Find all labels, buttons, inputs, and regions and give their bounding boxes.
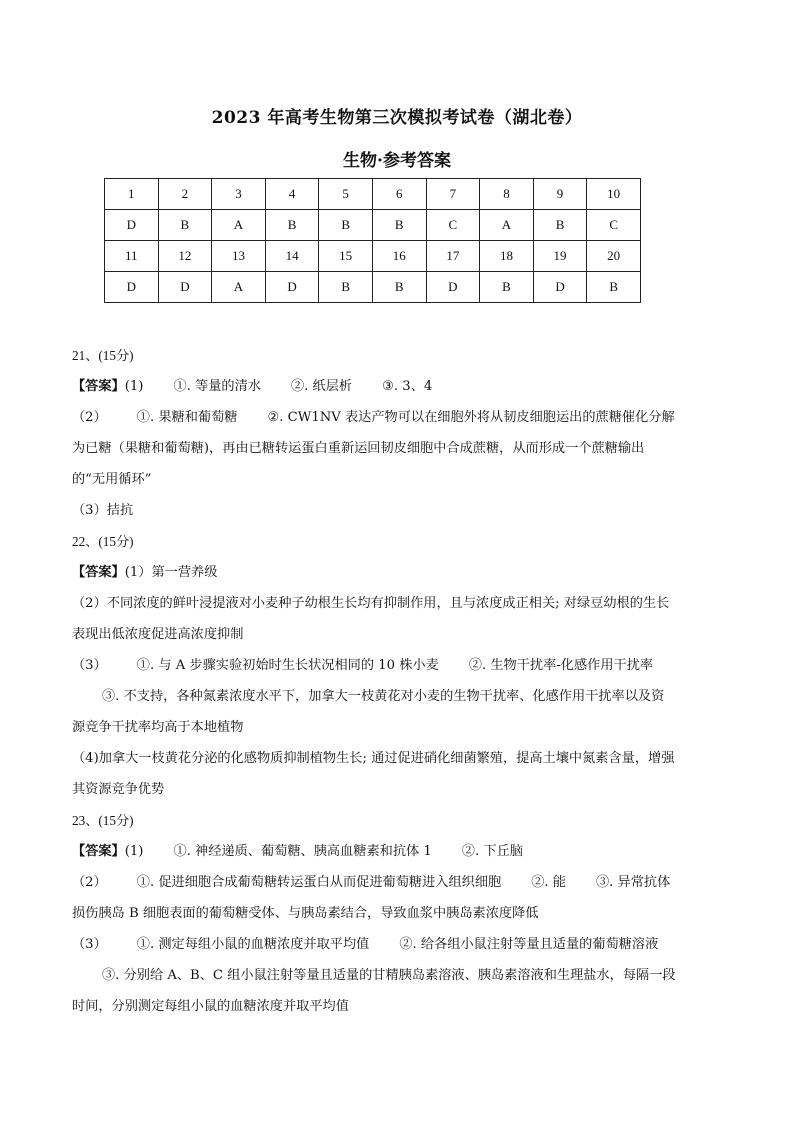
- question-21-number: 21、(15分): [72, 348, 134, 363]
- answer-cell: B: [319, 210, 373, 241]
- question-number-cell: 15: [319, 241, 373, 272]
- answer-cell: B: [158, 210, 212, 241]
- answer-table: [104, 178, 641, 303]
- question-22-number: 22、(15分): [72, 534, 134, 549]
- question-22-part-3: （3） ①. 与 A 步骤实验初始时生长状况相同的 10 株小麦 ②. 生物干扰率-化感作用干扰率③. 不支持，各种氮素浓度水平下，加拿大一枝黄花对小麦的生物干扰率、化感作用干扰率以及资源竞争干扰率均高于本地植物: [72, 658, 665, 735]
- question-number-cell: 11: [105, 241, 159, 272]
- answer-cell: B: [319, 272, 373, 303]
- answer-cell: A: [212, 210, 266, 241]
- question-number-cell: 20: [587, 241, 641, 272]
- answer-cell: D: [105, 272, 159, 303]
- question-number-cell: 12: [158, 241, 212, 272]
- question-number-cell: 8: [480, 179, 534, 210]
- answer-tag: 【答案】: [72, 565, 125, 580]
- answer-cell: B: [480, 272, 534, 303]
- answer-row: [105, 272, 641, 303]
- question-number-row: [105, 179, 641, 210]
- question-22-part-2: （2）不同浓度的鲜叶浸提液对小麦种子幼根生长均有抑制作用，且与浓度成正相关; 对绿豆幼根的生长表现出低浓度促进高浓度抑制: [72, 596, 670, 642]
- question-21-part-2: （2） ①. 果糖和葡萄糖 ②. CW1NV 表达产物可以在细胞外将从韧皮细胞运出的蔗糖催化分解为已糖（果糖和葡萄糖)，再由已糖转运蛋白重新运回韧皮细胞中合成蔗糖，从而形成一个蔗糖输出的“无用循环”: [72, 410, 675, 487]
- page-title: 2023 年高考生物第三次模拟考试卷（湖北卷）: [211, 108, 583, 128]
- answer-cell: B: [372, 210, 426, 241]
- answer-cell: B: [533, 210, 587, 241]
- question-23-part-2: （2） ①. 促进细胞合成葡萄糖转运蛋白从而促进葡萄糖进入组织细胞 ②. 能 ③. 异常抗体损伤胰岛 B 细胞表面的葡萄糖受体、与胰岛素结合，导致血浆中胰岛素浓度降低: [72, 875, 671, 921]
- answer-body: [72, 340, 676, 1022]
- answer-cell: C: [587, 210, 641, 241]
- question-number-cell: 3: [212, 179, 266, 210]
- answer-cell: D: [533, 272, 587, 303]
- answer-cell: A: [480, 210, 534, 241]
- question-number-cell: 13: [212, 241, 266, 272]
- question-number-cell: 18: [480, 241, 534, 272]
- answer-cell: B: [265, 210, 319, 241]
- question-21-part-3: （3）拮抗: [72, 503, 134, 518]
- question-23-part-1: 【答案】(1) ①. 神经递质、葡萄糖、胰高血糖素和抗体 1 ②. 下丘脑: [72, 844, 523, 859]
- question-23-number: 23、(15分): [72, 813, 134, 828]
- answer-tag: 【答案】: [72, 844, 125, 859]
- question-number-cell: 6: [372, 179, 426, 210]
- question-number-cell: 10: [587, 179, 641, 210]
- question-21-part-1: 【答案】(1) ①. 等量的清水 ②. 纸层析 ③. 3、4: [72, 379, 433, 394]
- question-22-part-4: （4)加拿大一枝黄花分泌的化感物质抑制植物生长; 通过促进硝化细菌繁殖，提高土壤中氮素含量，增强其资源竞争优势: [72, 751, 675, 797]
- question-23-part-3: （3） ①. 测定每组小鼠的血糖浓度并取平均值 ②. 给各组小鼠注射等量且适量的葡萄糖溶液③. 分别给 A、B、C 组小鼠注射等量且适量的甘精胰岛素溶液、胰岛素溶液和生理盐水，每隔一段时间，分别测定每组小鼠的血糖浓度并取平均值: [72, 937, 676, 1014]
- question-number-row: [105, 241, 641, 272]
- question-number-cell: 16: [372, 241, 426, 272]
- page-subtitle: 生物·参考答案: [343, 151, 451, 171]
- question-number-cell: 9: [533, 179, 587, 210]
- answer-cell: A: [212, 272, 266, 303]
- question-number-cell: 4: [265, 179, 319, 210]
- answer-cell: D: [265, 272, 319, 303]
- answer-cell: D: [426, 272, 480, 303]
- question-number-cell: 5: [319, 179, 373, 210]
- answer-row: [105, 210, 641, 241]
- question-number-cell: 17: [426, 241, 480, 272]
- question-22-part-1: 【答案】(1）第一营养级: [72, 565, 218, 580]
- answer-cell: D: [158, 272, 212, 303]
- question-number-cell: 1: [105, 179, 159, 210]
- question-number-cell: 19: [533, 241, 587, 272]
- answer-cell: D: [105, 210, 159, 241]
- answer-cell: B: [587, 272, 641, 303]
- question-number-cell: 2: [158, 179, 212, 210]
- answer-tag: 【答案】: [72, 379, 125, 394]
- answer-cell: C: [426, 210, 480, 241]
- question-number-cell: 7: [426, 179, 480, 210]
- question-number-cell: 14: [265, 241, 319, 272]
- answer-cell: B: [372, 272, 426, 303]
